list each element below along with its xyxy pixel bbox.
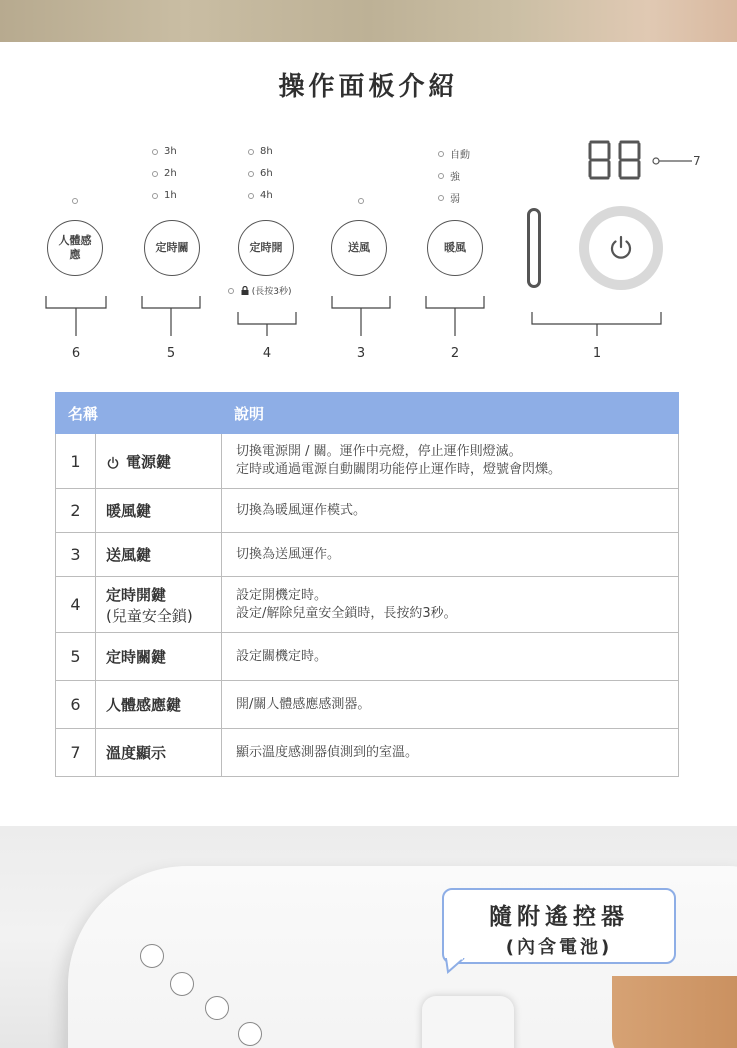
callout-1: 1	[592, 346, 602, 361]
row-number: 3	[56, 533, 96, 577]
remote-callout-subtitle: (內含電池)	[505, 937, 613, 958]
fan-indicator	[358, 196, 370, 207]
row-name: 人體感應鍵	[96, 681, 222, 729]
fan-level-auto: 自動	[438, 146, 470, 161]
table-row	[56, 681, 679, 729]
mini-button-icon	[140, 944, 164, 968]
table-row	[56, 533, 679, 577]
display-pointer	[652, 156, 694, 166]
timer-off-button[interactable]: 定時關	[144, 220, 200, 276]
row-description: 設定開機定時。 設定/解除兒童安全鎖時，長按約3秒。	[222, 577, 679, 633]
row-number: 7	[56, 729, 96, 777]
timer-on-level-4h: 4h	[248, 190, 273, 202]
remote-callout-title: 隨附遙控器	[489, 904, 629, 930]
temperature-display	[586, 138, 646, 182]
human-sensor-button[interactable]: 人體感應	[47, 220, 103, 276]
human-sensor-indicator	[72, 196, 84, 207]
row-name: 送風鍵	[96, 533, 222, 577]
header-description: 說明	[222, 393, 679, 434]
row-description: 顯示溫度感測器偵測到的室溫。	[222, 729, 679, 777]
page-title: 操作面板介紹	[278, 72, 459, 102]
row-name: 暖風鍵	[96, 489, 222, 533]
table-row	[56, 489, 679, 533]
top-product-photo	[0, 0, 737, 42]
fan-button[interactable]: 送風	[331, 220, 387, 276]
row-description: 切換電源開 / 關。運作中亮燈，停止運作則燈滅。 定時或通過電源自動關閉功能停止運作時，燈號會閃爍。	[222, 434, 679, 489]
header-name: 名稱	[56, 393, 222, 434]
bubble-tail	[444, 958, 468, 974]
row-description: 開/關人體感應感測器。	[222, 681, 679, 729]
row-number: 6	[56, 681, 96, 729]
table-row	[56, 434, 679, 489]
callout-4: 4	[262, 346, 272, 361]
remote-callout-bubble	[442, 888, 676, 964]
function-table	[55, 392, 679, 777]
mini-button-icon	[238, 1022, 262, 1046]
callout-3: 3	[356, 346, 366, 361]
row-name: 電源鍵	[96, 434, 222, 489]
row-description: 設定關機定時。	[222, 633, 679, 681]
table-row	[56, 729, 679, 777]
row-name: 定時開鍵 (兒童安全鎖)	[96, 577, 222, 633]
timer-on-button[interactable]: 定時開	[238, 220, 294, 276]
row-number: 1	[56, 434, 96, 489]
power-icon	[606, 233, 636, 263]
row-name: 定時關鍵	[96, 633, 222, 681]
wood-panel	[612, 976, 737, 1048]
row-description: 切換為送風運作。	[222, 533, 679, 577]
timer-off-level-3h: 3h	[152, 146, 177, 158]
fan-level-strong: 強	[438, 168, 460, 183]
table-header-row	[56, 393, 679, 434]
callout-6: 6	[71, 346, 81, 361]
row-description: 切換為暖風運作模式。	[222, 489, 679, 533]
mini-button-icon	[205, 996, 229, 1020]
child-lock-note: (長按3秒)	[228, 284, 292, 297]
row-number: 4	[56, 577, 96, 633]
timer-off-level-1h: 1h	[152, 190, 177, 202]
row-name: 溫度顯示	[96, 729, 222, 777]
table-row	[56, 633, 679, 681]
bottom-product-photo	[0, 826, 737, 1048]
mini-button-icon	[170, 972, 194, 996]
timer-on-level-6h: 6h	[248, 168, 273, 180]
fan-level-weak: 弱	[438, 190, 460, 205]
warm-button[interactable]: 暖風	[427, 220, 483, 276]
row-number: 2	[56, 489, 96, 533]
power-icon	[106, 456, 120, 470]
row-number: 5	[56, 633, 96, 681]
callout-2: 2	[450, 346, 460, 361]
control-panel-diagram	[0, 130, 737, 370]
table-row	[56, 577, 679, 633]
timer-on-level-8h: 8h	[248, 146, 273, 158]
callout-5: 5	[166, 346, 176, 361]
display-callout-number: 7	[693, 154, 701, 168]
level-bar-indicator	[527, 208, 541, 288]
remote-control-image	[422, 996, 514, 1048]
power-button[interactable]	[579, 206, 663, 290]
timer-off-level-2h: 2h	[152, 168, 177, 180]
bracket-lines	[0, 292, 737, 340]
